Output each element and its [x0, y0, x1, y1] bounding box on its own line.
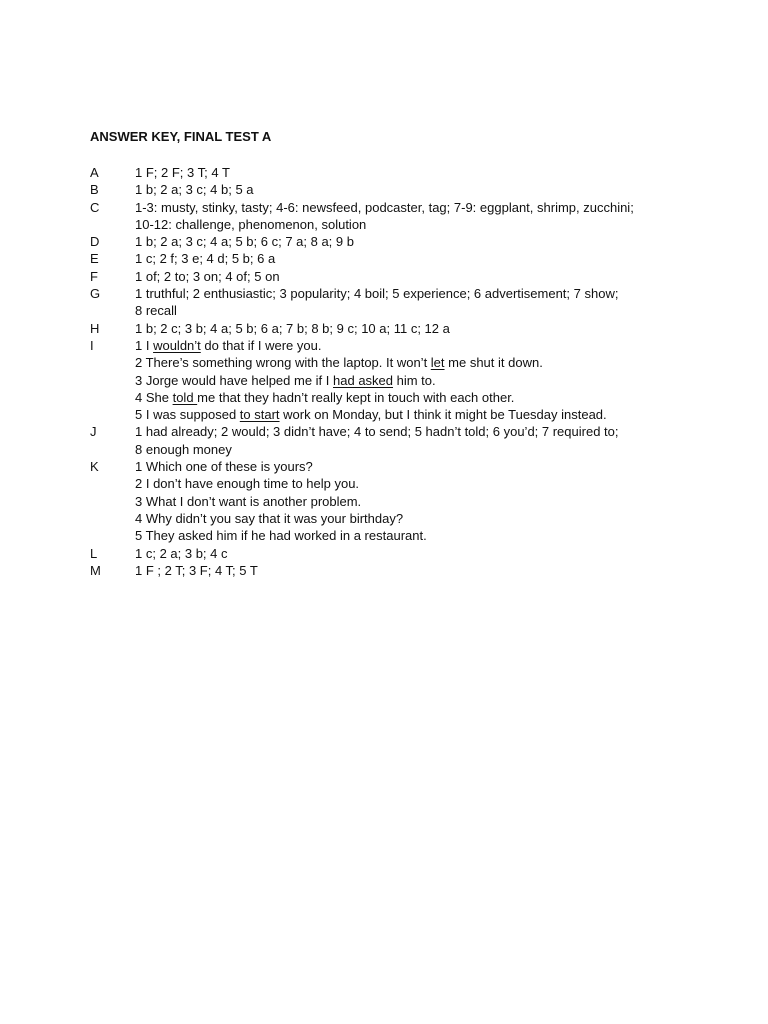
section-f — [90, 268, 710, 285]
underlined-answer: told — [172, 389, 198, 405]
answer-line: 1 F; 2 F; 3 T; 4 T — [135, 165, 230, 180]
answer-line: 5 They asked him if he had worked in a restaurant. — [135, 528, 427, 544]
answer-line — [135, 389, 710, 406]
answer-text: work on Monday, but I think it might be Tuesday instead. — [279, 407, 607, 423]
underlined-answer: to start — [239, 407, 280, 423]
page-title: ANSWER KEY, FINAL TEST A — [90, 129, 272, 144]
section-letter: B — [90, 182, 99, 198]
answer-line: 1 b; 2 a; 3 c; 4 a; 5 b; 6 c; 7 a; 8 a; 9 b — [135, 234, 354, 250]
section-b — [90, 181, 710, 198]
answer-line: 1 of; 2 to; 3 on; 4 of; 5 on — [135, 268, 280, 284]
answer-text: do that if I were you. — [200, 337, 322, 353]
answer-text: 4 She — [135, 389, 173, 405]
section-letter: E — [90, 251, 99, 267]
answer-line: 1 b; 2 a; 3 c; 4 b; 5 a — [135, 182, 254, 198]
answer-line: 1 c; 2 a; 3 b; 4 c — [135, 545, 228, 561]
answer-text: 3 Jorge would have helped me if I — [135, 372, 334, 388]
answer-line — [135, 406, 710, 423]
section-letter: I — [90, 337, 94, 353]
section-c — [90, 199, 710, 234]
answer-line: 3 What I don’t want is another problem. — [135, 493, 362, 509]
section-letter: G — [90, 286, 101, 302]
answer-line: 1 F ; 2 T; 3 F; 4 T; 5 T — [135, 562, 258, 578]
section-answers — [135, 164, 710, 181]
answer-text: 2 There’s something wrong with the laptop. It won’t — [135, 355, 431, 371]
section-answers — [135, 285, 710, 320]
answer-line: 2 I don’t have enough time to help you. — [135, 476, 360, 492]
answer-text: 1 I — [135, 337, 154, 353]
section-e — [90, 250, 710, 267]
section-l — [90, 545, 710, 562]
answer-line — [135, 372, 710, 389]
section-k — [90, 458, 710, 544]
answer-line: 1-3: musty, stinky, tasty; 4-6: newsfeed, podcaster, tag; 7-9: eggplant, shrimp, zucchini; — [135, 199, 634, 215]
answer-key — [90, 164, 710, 579]
answer-line: 8 recall — [135, 303, 177, 319]
answer-line: 1 c; 2 f; 3 e; 4 d; 5 b; 6 a — [135, 251, 276, 267]
answer-text: 5 I was supposed — [135, 407, 240, 423]
answer-line: 1 Which one of these is yours? — [135, 459, 313, 475]
section-letter: K — [90, 459, 99, 475]
section-letter: M — [90, 562, 101, 578]
section-answers — [135, 199, 710, 234]
section-answers — [135, 545, 710, 562]
section-answers — [135, 268, 710, 285]
section-answers — [135, 250, 710, 267]
section-answers — [135, 181, 710, 198]
section-i — [90, 337, 710, 423]
section-answers — [135, 562, 710, 579]
section-answers — [135, 423, 710, 458]
answer-text: me that they hadn’t really kept in touch with each other. — [197, 389, 515, 405]
section-letter: L — [90, 545, 98, 561]
answer-text: me shut it down. — [444, 355, 543, 371]
answer-line — [135, 354, 710, 371]
answer-line: 1 b; 2 c; 3 b; 4 a; 5 b; 6 a; 7 b; 8 b; 9 c; 10 a; 11 c; 12 a — [135, 320, 450, 336]
answer-line: 8 enough money — [135, 441, 232, 457]
section-answers — [135, 320, 710, 337]
section-letter: C — [90, 199, 100, 215]
section-j — [90, 423, 710, 458]
section-d — [90, 233, 710, 250]
section-letter: H — [90, 320, 100, 336]
section-answers — [135, 233, 710, 250]
answer-line: 4 Why didn’t you say that it was your birthday? — [135, 510, 404, 526]
answer-line: 1 had already; 2 would; 3 didn’t have; 4 to send; 5 hadn’t told; 6 you’d; 7 required to; — [135, 424, 619, 440]
section-h — [90, 320, 710, 337]
section-letter: D — [90, 234, 100, 250]
answer-line: 10-12: challenge, phenomenon, solution — [135, 216, 367, 232]
underlined-answer: let — [430, 355, 445, 371]
underlined-answer: wouldn’t — [153, 337, 201, 353]
section-answers — [135, 458, 710, 544]
underlined-answer: had asked — [333, 372, 394, 388]
section-m — [90, 562, 710, 579]
section-a — [90, 164, 710, 181]
section-letter: J — [90, 424, 97, 440]
answer-line — [135, 337, 710, 354]
section-letter: A — [90, 165, 99, 180]
section-letter: F — [90, 268, 98, 284]
answer-text: him to. — [393, 372, 436, 388]
section-answers — [135, 337, 710, 423]
answer-line: 1 truthful; 2 enthusiastic; 3 popularity; 4 boil; 5 experience; 6 advertisement; 7 show; — [135, 286, 619, 302]
section-g — [90, 285, 710, 320]
